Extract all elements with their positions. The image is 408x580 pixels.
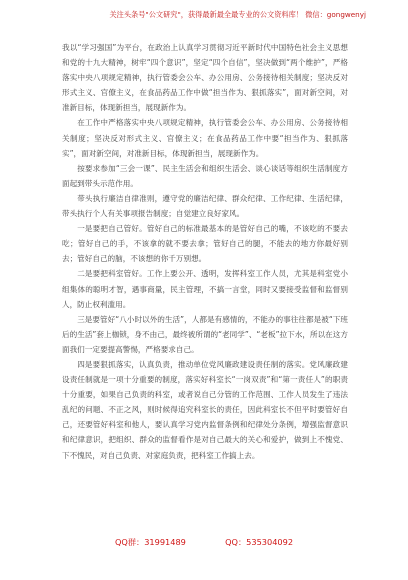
body-paragraph: 在工作中严格落实中央八项规定精神，执行管委会公车、办公用房、公务接待相关制度；坚决反对形式主义、官僚主义；在食品药品工作中要“担当作为、狠抓落实”，面对新空间，对准新目标，体现新担当，展现新作为。 — [62, 118, 348, 158]
footer-qq-contact: QQ：535304092 — [225, 537, 294, 547]
body-paragraph: 三是要管好“八小时以外的生活”，人都是有感情的，不能办的事往往都是被“下班后的生活”套上枷锁，身不由己，最终被所谓的“老同学”、“老板”拉下水，所以在这方面我们一定要提高警惕，严格要求自己。 — [62, 314, 348, 354]
body-paragraph: 二是要把科室管好。工作上要公开、透明，发挥科室工作人员，尤其是科室党小组集体的聪明才智，遇事商量，民主管理，不搞一言堂，同时又要接受监督和监督别人，防止权利滥用。 — [62, 269, 348, 309]
body-paragraph: 一是要把自己管好。管好自己的标准最基本的是管好自己的嘴，不该吃的不要去吃；管好自己的手，不该拿的就不要去拿；管好自己的腿，不能去的地方你最好别去；管好自己的脑，不该想的你千万别想。 — [62, 224, 348, 264]
body-paragraph: 我以“学习强国”为平台，在政治上认真学习贯彻习近平新时代中国特色社会主义思想和党的十九大精神，树牢“四个意识”，坚定“四个自信”，坚决做到“两个维护”，严格落实中央八项规定精神，执行管委会公车、办公用房、公务接待相关制度；坚决反对形式主义、官僚主义，在食品药品工作中做“担当作为、狠抓落实”，面对新空间，对准新目标，体现新担当，展现新作为。 — [62, 43, 348, 113]
page-header — [0, 10, 408, 20]
body-paragraph: 按要求参加“三会一课”、民主生活会和组织生活会、谈心谈话等组织生活制度方面起到带头示范作用。 — [62, 163, 348, 188]
document-body — [62, 40, 348, 463]
body-paragraph: 四是要狠抓落实，认真负责，推动单位党风廉政建设责任制的落实。党风廉政建设责任制就是一项十分重要的制度，落实好科室长“一岗双责”和“第一责任人”的职责十分重要，如果自己负责的科室，或者说自己分管的工作范围、工作人员发生了违法乱纪的问题、不正之风，则时候得追究科室长的责任，因此科室长不但平时要管好自己，还要管好科室和他人，要认真学习党内监督条例和纪律处分条例，增强监督意识和纪律意识，把组织、群众的监督看作是对自己最大的关心和爱护，做到上不愧党、下不愧民，对自己负责、对家庭负责，把科室工作搞上去。 — [62, 359, 348, 460]
page-footer — [0, 537, 408, 548]
header-text: 关注头条号"公文研究"，获得最新最全最专业的公文资料库！ 微信：gongwenyj — [109, 10, 366, 19]
body-paragraph: 带头执行廉洁自律准则，遵守党的廉洁纪律、群众纪律、工作纪律、生活纪律，带头执行个人有关事项报告制度；自觉建立良好家风。 — [62, 193, 348, 219]
footer-qq-group: QQ群：31991489 — [114, 537, 186, 547]
